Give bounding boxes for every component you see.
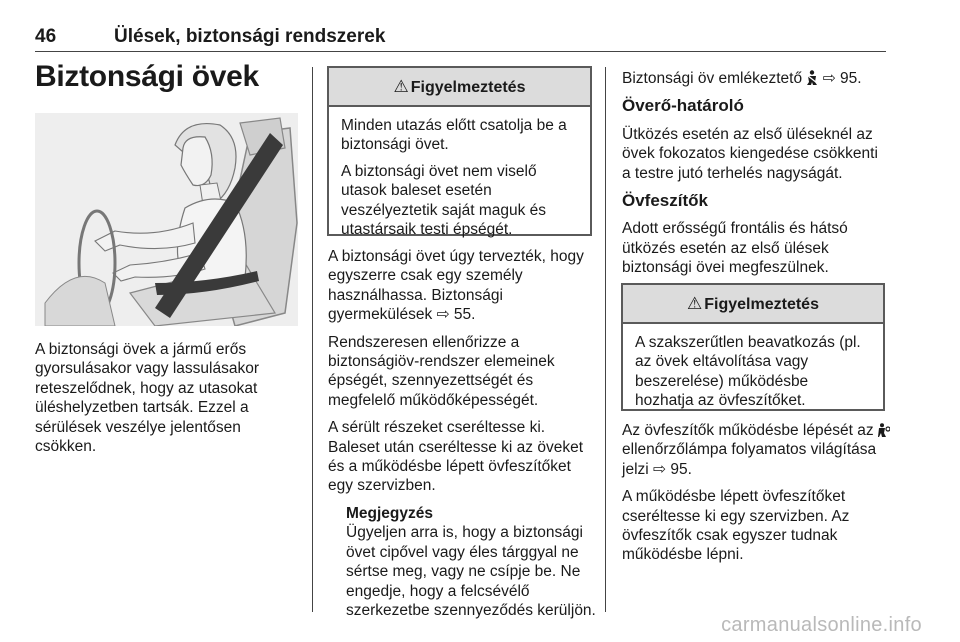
middle-column (328, 247, 596, 620)
reminder-text: Biztonsági öv emlékeztető (622, 70, 803, 87)
warning-text-2: A biztonsági övet nem viselő utasok baleset esetén veszélyeztetik saját maguk és utastársaik testi épségét. (341, 162, 547, 239)
warning-text-1: Minden utazás előtt csatolja be a biztonsági övet. (341, 117, 567, 154)
page-ref-arrow-icon: ⇨ (822, 69, 836, 87)
seatbelt-reminder-icon (806, 70, 818, 87)
warning-title: Figyelmeztetés (704, 296, 819, 313)
page-ref[interactable]: 95. (670, 460, 692, 478)
heading-limiter: Överő-határoló (622, 96, 744, 116)
paragraph-check: Rendszeresen ellenőrizze a biztonságiöv-rendszer elemeinek épségét, szennyezettségét és megfelelő működőképességét. (328, 333, 555, 409)
page-number: 46 (35, 26, 57, 47)
limiter-paragraph: Ütközés esetén az első üléseknél az övek fokozatos kiengedése csökkenti a testre jutó terhelés nagyságát. (622, 125, 878, 182)
note-block (328, 504, 596, 620)
warning-header (623, 285, 883, 324)
paragraph-usage (328, 247, 596, 325)
warning-body (623, 324, 883, 411)
warning-text: A szakszerűtlen beavatkozás (pl. az övek eltávolítása vagy beszerelése) működésbe hozhatja az övfeszítőket. (635, 334, 861, 410)
warning-box-2 (621, 283, 885, 411)
warning-title: Figyelmeztetés (410, 79, 526, 96)
page-ref-arrow-icon: ⇨ (653, 459, 667, 478)
column-divider (605, 67, 606, 612)
paragraph-replace: A sérült részeket cseréltesse ki. Baleset után cseréltesse ki az öveket és a működésbe lépett övfeszítőket egy szervizben. (328, 419, 584, 495)
note-text: Ügyeljen arra is, hogy a biztonsági övet cipővel vagy éles tárggyal ne sértse meg, vagy ne csípje be. Ne engedje, hogy a felcsévélő szerkezetbe szennyeződés kerüljön. (346, 524, 596, 619)
indicator-text-after: ellenőrzőlámpa folyamatos világítása jelzi (622, 441, 877, 478)
page-ref[interactable]: 55. (453, 306, 476, 324)
page-header (35, 22, 885, 52)
heading-pretensioner: Övfeszítők (622, 191, 708, 211)
airbag-pretensioner-icon (878, 422, 890, 439)
warning-triangle-icon: ⚠ (393, 77, 409, 96)
column-divider (312, 67, 313, 612)
indicator-paragraph (622, 421, 890, 479)
warning-header (329, 68, 590, 107)
pretensioner-paragraph: Adott erősségű frontális és hátsó ütközés esetén az első ülések biztonsági övei megfeszülnek. (622, 220, 848, 277)
watermark: carmanualsonline.info (721, 614, 922, 636)
right-column-bottom (622, 421, 890, 573)
note-title: Megjegyzés (346, 504, 434, 522)
chapter-title: Ülések, biztonsági rendszerek (114, 26, 386, 47)
page-ref-arrow-icon: ⇨ (436, 305, 450, 324)
warning-triangle-icon: ⚠ (687, 294, 703, 313)
intro-paragraph: A biztonsági övek a jármű erős gyorsulásakor vagy lassulásakor reteszelődnek, hogy az utasokat üléshelyzetben tartsák. Ezzel a sérülések veszélye jelentősen csökken. (35, 341, 259, 456)
replace-pretensioner-paragraph: A működésbe lépett övfeszítőket cseréltesse ki egy szervizben. Az övfeszítők csak egyszer tudnak működésbe lépni. (622, 488, 850, 564)
seatbelt-illustration (35, 113, 298, 326)
section-title: Biztonsági övek (35, 60, 259, 93)
page-ref[interactable]: 95. (840, 70, 862, 87)
usage-text: A biztonsági övet úgy tervezték, hogy egyszerre csak egy személy használhassa. Biztonsági gyermekülések (328, 248, 584, 324)
right-column-top (622, 69, 890, 286)
warning-body (329, 107, 590, 239)
reminder-paragraph (622, 69, 890, 88)
left-column (35, 340, 300, 464)
indicator-text-before: Az övfeszítők működésbe lépését az (622, 422, 874, 439)
warning-box-1 (327, 66, 592, 239)
header-rule (35, 51, 886, 52)
